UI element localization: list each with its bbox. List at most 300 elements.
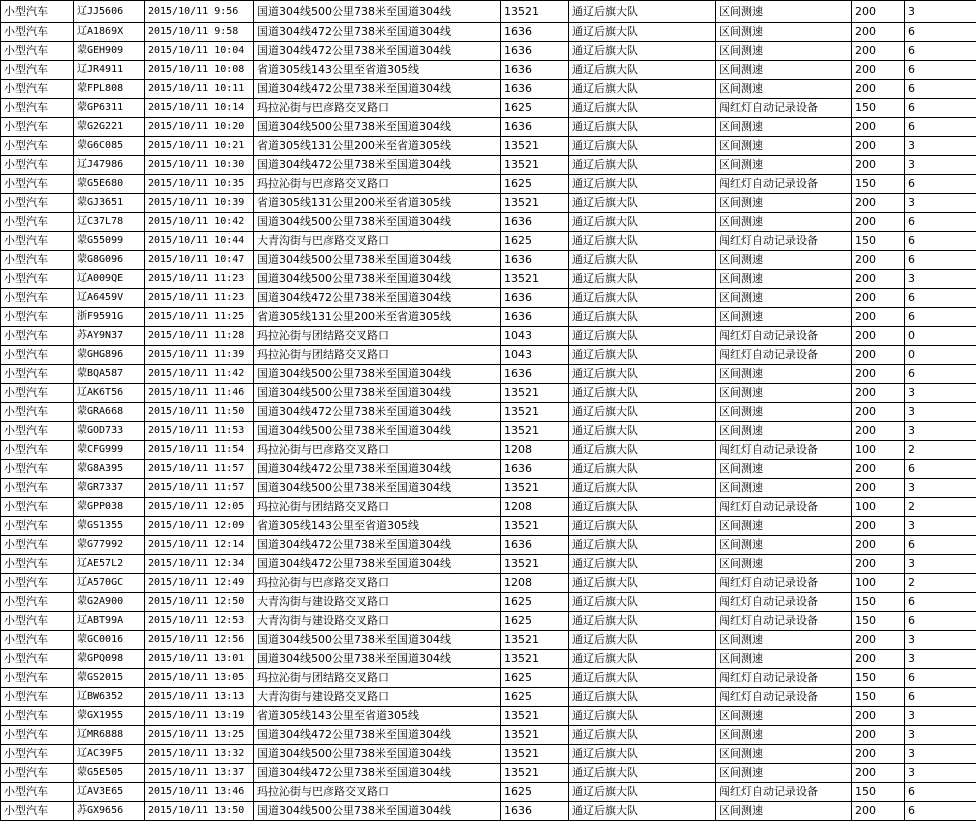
code-cell[interactable]: 1636	[501, 536, 569, 555]
datetime-cell[interactable]: 2015/10/11 11:42	[145, 365, 254, 384]
plate-number-cell[interactable]: 辽ABT99A	[74, 612, 145, 631]
vehicle-type-cell[interactable]: 小型汽车	[1, 460, 74, 479]
plate-number-cell[interactable]: 辽AC39F5	[74, 745, 145, 764]
plate-number-cell[interactable]: 蒙G8G096	[74, 251, 145, 270]
points-cell[interactable]: 6	[905, 232, 976, 251]
code-cell[interactable]: 13521	[501, 384, 569, 403]
unit-cell[interactable]: 通辽后旗大队	[569, 650, 716, 669]
plate-number-cell[interactable]: 辽J47986	[74, 156, 145, 175]
vehicle-type-cell[interactable]: 小型汽车	[1, 631, 74, 650]
datetime-cell[interactable]: 2015/10/11 11:23	[145, 289, 254, 308]
datetime-cell[interactable]: 2015/10/11 12:50	[145, 593, 254, 612]
unit-cell[interactable]: 通辽后旗大队	[569, 422, 716, 441]
datetime-cell[interactable]: 2015/10/11 11:25	[145, 308, 254, 327]
fine-cell[interactable]: 200	[852, 80, 905, 99]
plate-number-cell[interactable]: 浙F9591G	[74, 308, 145, 327]
code-cell[interactable]: 1625	[501, 669, 569, 688]
location-cell[interactable]: 国道304线500公里738米至国道304线	[254, 365, 501, 384]
vehicle-type-cell[interactable]: 小型汽车	[1, 175, 74, 194]
location-cell[interactable]: 国道304线500公里738米至国道304线	[254, 422, 501, 441]
vehicle-type-cell[interactable]: 小型汽车	[1, 118, 74, 137]
location-cell[interactable]: 国道304线472公里738米至国道304线	[254, 726, 501, 745]
datetime-cell[interactable]: 2015/10/11 13:32	[145, 745, 254, 764]
location-cell[interactable]: 国道304线500公里738米至国道304线	[254, 213, 501, 232]
vehicle-type-cell[interactable]: 小型汽车	[1, 441, 74, 460]
location-cell[interactable]: 国道304线472公里738米至国道304线	[254, 536, 501, 555]
datetime-cell[interactable]: 2015/10/11 11:39	[145, 346, 254, 365]
fine-cell[interactable]: 200	[852, 1, 905, 23]
vehicle-type-cell[interactable]: 小型汽车	[1, 783, 74, 802]
plate-number-cell[interactable]: 蒙GP6311	[74, 99, 145, 118]
unit-cell[interactable]: 通辽后旗大队	[569, 688, 716, 707]
code-cell[interactable]: 1625	[501, 99, 569, 118]
fine-cell[interactable]: 150	[852, 232, 905, 251]
location-cell[interactable]: 国道304线500公里738米至国道304线	[254, 118, 501, 137]
points-cell[interactable]: 6	[905, 42, 976, 61]
points-cell[interactable]: 6	[905, 251, 976, 270]
datetime-cell[interactable]: 2015/10/11 11:53	[145, 422, 254, 441]
points-cell[interactable]: 3	[905, 1, 976, 23]
points-cell[interactable]: 3	[905, 194, 976, 213]
points-cell[interactable]: 6	[905, 365, 976, 384]
device-type-cell[interactable]: 区间测速	[716, 61, 852, 80]
location-cell[interactable]: 国道304线472公里738米至国道304线	[254, 23, 501, 42]
points-cell[interactable]: 6	[905, 783, 976, 802]
location-cell[interactable]: 国道304线500公里738米至国道304线	[254, 251, 501, 270]
points-cell[interactable]: 6	[905, 61, 976, 80]
code-cell[interactable]: 13521	[501, 137, 569, 156]
plate-number-cell[interactable]: 辽A570GC	[74, 574, 145, 593]
device-type-cell[interactable]: 区间测速	[716, 422, 852, 441]
location-cell[interactable]: 国道304线472公里738米至国道304线	[254, 460, 501, 479]
location-cell[interactable]: 玛拉沁街与巴彦路交叉路口	[254, 574, 501, 593]
datetime-cell[interactable]: 2015/10/11 13:37	[145, 764, 254, 783]
device-type-cell[interactable]: 闯红灯自动记录设备	[716, 441, 852, 460]
unit-cell[interactable]: 通辽后旗大队	[569, 745, 716, 764]
plate-number-cell[interactable]: 辽A6459V	[74, 289, 145, 308]
fine-cell[interactable]: 200	[852, 726, 905, 745]
unit-cell[interactable]: 通辽后旗大队	[569, 574, 716, 593]
location-cell[interactable]: 国道304线500公里738米至国道304线	[254, 270, 501, 289]
vehicle-type-cell[interactable]: 小型汽车	[1, 327, 74, 346]
device-type-cell[interactable]: 闯红灯自动记录设备	[716, 99, 852, 118]
code-cell[interactable]: 13521	[501, 270, 569, 289]
code-cell[interactable]: 1625	[501, 175, 569, 194]
device-type-cell[interactable]: 区间测速	[716, 460, 852, 479]
datetime-cell[interactable]: 2015/10/11 13:13	[145, 688, 254, 707]
vehicle-type-cell[interactable]: 小型汽车	[1, 384, 74, 403]
plate-number-cell[interactable]: 蒙G8A395	[74, 460, 145, 479]
code-cell[interactable]: 1208	[501, 574, 569, 593]
unit-cell[interactable]: 通辽后旗大队	[569, 289, 716, 308]
vehicle-type-cell[interactable]: 小型汽车	[1, 232, 74, 251]
unit-cell[interactable]: 通辽后旗大队	[569, 346, 716, 365]
plate-number-cell[interactable]: 蒙GHG896	[74, 346, 145, 365]
fine-cell[interactable]: 100	[852, 574, 905, 593]
unit-cell[interactable]: 通辽后旗大队	[569, 99, 716, 118]
datetime-cell[interactable]: 2015/10/11 10:11	[145, 80, 254, 99]
code-cell[interactable]: 13521	[501, 726, 569, 745]
vehicle-type-cell[interactable]: 小型汽车	[1, 555, 74, 574]
fine-cell[interactable]: 200	[852, 631, 905, 650]
points-cell[interactable]: 2	[905, 498, 976, 517]
vehicle-type-cell[interactable]: 小型汽车	[1, 574, 74, 593]
fine-cell[interactable]: 200	[852, 403, 905, 422]
location-cell[interactable]: 国道304线472公里738米至国道304线	[254, 764, 501, 783]
points-cell[interactable]: 6	[905, 308, 976, 327]
fine-cell[interactable]: 200	[852, 346, 905, 365]
code-cell[interactable]: 1636	[501, 61, 569, 80]
unit-cell[interactable]: 通辽后旗大队	[569, 118, 716, 137]
device-type-cell[interactable]: 闯红灯自动记录设备	[716, 669, 852, 688]
unit-cell[interactable]: 通辽后旗大队	[569, 42, 716, 61]
device-type-cell[interactable]: 区间测速	[716, 308, 852, 327]
datetime-cell[interactable]: 2015/10/11 10:47	[145, 251, 254, 270]
device-type-cell[interactable]: 闯红灯自动记录设备	[716, 574, 852, 593]
location-cell[interactable]: 国道304线500公里738米至国道304线	[254, 384, 501, 403]
points-cell[interactable]: 2	[905, 574, 976, 593]
points-cell[interactable]: 3	[905, 422, 976, 441]
unit-cell[interactable]: 通辽后旗大队	[569, 61, 716, 80]
code-cell[interactable]: 13521	[501, 745, 569, 764]
code-cell[interactable]: 1625	[501, 612, 569, 631]
fine-cell[interactable]: 200	[852, 270, 905, 289]
device-type-cell[interactable]: 区间测速	[716, 251, 852, 270]
location-cell[interactable]: 玛拉沁街与巴彦路交叉路口	[254, 175, 501, 194]
vehicle-type-cell[interactable]: 小型汽车	[1, 536, 74, 555]
datetime-cell[interactable]: 2015/10/11 11:54	[145, 441, 254, 460]
unit-cell[interactable]: 通辽后旗大队	[569, 498, 716, 517]
code-cell[interactable]: 13521	[501, 555, 569, 574]
device-type-cell[interactable]: 闯红灯自动记录设备	[716, 498, 852, 517]
device-type-cell[interactable]: 区间测速	[716, 23, 852, 42]
plate-number-cell[interactable]: 辽A1869X	[74, 23, 145, 42]
plate-number-cell[interactable]: 辽AV3E65	[74, 783, 145, 802]
code-cell[interactable]: 1043	[501, 327, 569, 346]
plate-number-cell[interactable]: 蒙G5E505	[74, 764, 145, 783]
vehicle-type-cell[interactable]: 小型汽车	[1, 251, 74, 270]
unit-cell[interactable]: 通辽后旗大队	[569, 251, 716, 270]
points-cell[interactable]: 6	[905, 175, 976, 194]
location-cell[interactable]: 玛拉沁街与团结路交叉路口	[254, 669, 501, 688]
device-type-cell[interactable]: 区间测速	[716, 764, 852, 783]
location-cell[interactable]: 国道304线500公里738米至国道304线	[254, 745, 501, 764]
vehicle-type-cell[interactable]: 小型汽车	[1, 365, 74, 384]
vehicle-type-cell[interactable]: 小型汽车	[1, 707, 74, 726]
unit-cell[interactable]: 通辽后旗大队	[569, 631, 716, 650]
location-cell[interactable]: 玛拉沁街与巴彦路交叉路口	[254, 99, 501, 118]
datetime-cell[interactable]: 2015/10/11 11:28	[145, 327, 254, 346]
unit-cell[interactable]: 通辽后旗大队	[569, 384, 716, 403]
datetime-cell[interactable]: 2015/10/11 12:49	[145, 574, 254, 593]
location-cell[interactable]: 国道304线472公里738米至国道304线	[254, 403, 501, 422]
location-cell[interactable]: 国道304线500公里738米至国道304线	[254, 802, 501, 821]
fine-cell[interactable]: 200	[852, 460, 905, 479]
points-cell[interactable]: 3	[905, 156, 976, 175]
plate-number-cell[interactable]: 蒙G5E680	[74, 175, 145, 194]
vehicle-type-cell[interactable]: 小型汽车	[1, 669, 74, 688]
location-cell[interactable]: 玛拉沁街与巴彦路交叉路口	[254, 441, 501, 460]
device-type-cell[interactable]: 区间测速	[716, 802, 852, 821]
plate-number-cell[interactable]: 蒙G2G221	[74, 118, 145, 137]
code-cell[interactable]: 1636	[501, 213, 569, 232]
location-cell[interactable]: 大青沟街与建设路交叉路口	[254, 593, 501, 612]
unit-cell[interactable]: 通辽后旗大队	[569, 137, 716, 156]
location-cell[interactable]: 国道304线500公里738米至国道304线	[254, 631, 501, 650]
unit-cell[interactable]: 通辽后旗大队	[569, 802, 716, 821]
points-cell[interactable]: 6	[905, 802, 976, 821]
plate-number-cell[interactable]: 蒙GX1955	[74, 707, 145, 726]
location-cell[interactable]: 国道304线472公里738米至国道304线	[254, 289, 501, 308]
points-cell[interactable]: 3	[905, 631, 976, 650]
unit-cell[interactable]: 通辽后旗大队	[569, 1, 716, 23]
device-type-cell[interactable]: 区间测速	[716, 384, 852, 403]
plate-number-cell[interactable]: 蒙GS2015	[74, 669, 145, 688]
fine-cell[interactable]: 200	[852, 61, 905, 80]
unit-cell[interactable]: 通辽后旗大队	[569, 517, 716, 536]
unit-cell[interactable]: 通辽后旗大队	[569, 726, 716, 745]
code-cell[interactable]: 13521	[501, 764, 569, 783]
points-cell[interactable]: 6	[905, 612, 976, 631]
points-cell[interactable]: 2	[905, 441, 976, 460]
datetime-cell[interactable]: 2015/10/11 10:39	[145, 194, 254, 213]
code-cell[interactable]: 1625	[501, 232, 569, 251]
location-cell[interactable]: 国道304线472公里738米至国道304线	[254, 80, 501, 99]
points-cell[interactable]: 3	[905, 707, 976, 726]
code-cell[interactable]: 13521	[501, 194, 569, 213]
unit-cell[interactable]: 通辽后旗大队	[569, 460, 716, 479]
device-type-cell[interactable]: 区间测速	[716, 80, 852, 99]
vehicle-type-cell[interactable]: 小型汽车	[1, 726, 74, 745]
device-type-cell[interactable]: 闯红灯自动记录设备	[716, 327, 852, 346]
fine-cell[interactable]: 150	[852, 593, 905, 612]
code-cell[interactable]: 13521	[501, 403, 569, 422]
device-type-cell[interactable]: 区间测速	[716, 118, 852, 137]
device-type-cell[interactable]: 区间测速	[716, 517, 852, 536]
plate-number-cell[interactable]: 蒙GR7337	[74, 479, 145, 498]
code-cell[interactable]: 13521	[501, 650, 569, 669]
unit-cell[interactable]: 通辽后旗大队	[569, 479, 716, 498]
points-cell[interactable]: 3	[905, 479, 976, 498]
datetime-cell[interactable]: 2015/10/11 12:14	[145, 536, 254, 555]
device-type-cell[interactable]: 闯红灯自动记录设备	[716, 593, 852, 612]
plate-number-cell[interactable]: 蒙CFG999	[74, 441, 145, 460]
datetime-cell[interactable]: 2015/10/11 11:57	[145, 479, 254, 498]
plate-number-cell[interactable]: 辽C37L78	[74, 213, 145, 232]
datetime-cell[interactable]: 2015/10/11 11:57	[145, 460, 254, 479]
plate-number-cell[interactable]: 蒙GRA668	[74, 403, 145, 422]
fine-cell[interactable]: 200	[852, 194, 905, 213]
vehicle-type-cell[interactable]: 小型汽车	[1, 498, 74, 517]
vehicle-type-cell[interactable]: 小型汽车	[1, 346, 74, 365]
fine-cell[interactable]: 200	[852, 555, 905, 574]
plate-number-cell[interactable]: 蒙GOD733	[74, 422, 145, 441]
location-cell[interactable]: 省道305线131公里200米至省道305线	[254, 137, 501, 156]
plate-number-cell[interactable]: 蒙GPP038	[74, 498, 145, 517]
unit-cell[interactable]: 通辽后旗大队	[569, 612, 716, 631]
points-cell[interactable]: 6	[905, 213, 976, 232]
code-cell[interactable]: 1636	[501, 289, 569, 308]
points-cell[interactable]: 6	[905, 669, 976, 688]
plate-number-cell[interactable]: 苏GX9656	[74, 802, 145, 821]
vehicle-type-cell[interactable]: 小型汽车	[1, 61, 74, 80]
code-cell[interactable]: 13521	[501, 422, 569, 441]
code-cell[interactable]: 13521	[501, 517, 569, 536]
points-cell[interactable]: 3	[905, 650, 976, 669]
code-cell[interactable]: 1625	[501, 688, 569, 707]
code-cell[interactable]: 1043	[501, 346, 569, 365]
datetime-cell[interactable]: 2015/10/11 10:04	[145, 42, 254, 61]
device-type-cell[interactable]: 区间测速	[716, 194, 852, 213]
fine-cell[interactable]: 150	[852, 688, 905, 707]
code-cell[interactable]: 1636	[501, 802, 569, 821]
datetime-cell[interactable]: 2015/10/11 13:05	[145, 669, 254, 688]
unit-cell[interactable]: 通辽后旗大队	[569, 213, 716, 232]
datetime-cell[interactable]: 2015/10/11 12:56	[145, 631, 254, 650]
device-type-cell[interactable]: 区间测速	[716, 650, 852, 669]
datetime-cell[interactable]: 2015/10/11 10:14	[145, 99, 254, 118]
code-cell[interactable]: 1636	[501, 23, 569, 42]
fine-cell[interactable]: 150	[852, 783, 905, 802]
location-cell[interactable]: 国道304线472公里738米至国道304线	[254, 555, 501, 574]
points-cell[interactable]: 6	[905, 536, 976, 555]
vehicle-type-cell[interactable]: 小型汽车	[1, 1, 74, 23]
code-cell[interactable]: 1208	[501, 441, 569, 460]
code-cell[interactable]: 13521	[501, 156, 569, 175]
vehicle-type-cell[interactable]: 小型汽车	[1, 745, 74, 764]
code-cell[interactable]: 1636	[501, 460, 569, 479]
device-type-cell[interactable]: 区间测速	[716, 403, 852, 422]
unit-cell[interactable]: 通辽后旗大队	[569, 593, 716, 612]
location-cell[interactable]: 国道304线500公里738米至国道304线	[254, 650, 501, 669]
location-cell[interactable]: 国道304线472公里738米至国道304线	[254, 156, 501, 175]
vehicle-type-cell[interactable]: 小型汽车	[1, 289, 74, 308]
plate-number-cell[interactable]: 蒙G6C085	[74, 137, 145, 156]
fine-cell[interactable]: 200	[852, 156, 905, 175]
device-type-cell[interactable]: 区间测速	[716, 479, 852, 498]
fine-cell[interactable]: 150	[852, 99, 905, 118]
points-cell[interactable]: 6	[905, 460, 976, 479]
unit-cell[interactable]: 通辽后旗大队	[569, 555, 716, 574]
device-type-cell[interactable]: 区间测速	[716, 213, 852, 232]
fine-cell[interactable]: 200	[852, 384, 905, 403]
device-type-cell[interactable]: 区间测速	[716, 270, 852, 289]
datetime-cell[interactable]: 2015/10/11 9:58	[145, 23, 254, 42]
points-cell[interactable]: 3	[905, 384, 976, 403]
location-cell[interactable]: 玛拉沁街与团结路交叉路口	[254, 327, 501, 346]
fine-cell[interactable]: 200	[852, 707, 905, 726]
fine-cell[interactable]: 200	[852, 251, 905, 270]
datetime-cell[interactable]: 2015/10/11 12:05	[145, 498, 254, 517]
device-type-cell[interactable]: 闯红灯自动记录设备	[716, 612, 852, 631]
points-cell[interactable]: 6	[905, 99, 976, 118]
device-type-cell[interactable]: 区间测速	[716, 156, 852, 175]
points-cell[interactable]: 3	[905, 137, 976, 156]
vehicle-type-cell[interactable]: 小型汽车	[1, 593, 74, 612]
device-type-cell[interactable]: 闯红灯自动记录设备	[716, 175, 852, 194]
fine-cell[interactable]: 200	[852, 308, 905, 327]
plate-number-cell[interactable]: 蒙GJ3651	[74, 194, 145, 213]
datetime-cell[interactable]: 2015/10/11 10:44	[145, 232, 254, 251]
fine-cell[interactable]: 100	[852, 441, 905, 460]
code-cell[interactable]: 1636	[501, 80, 569, 99]
device-type-cell[interactable]: 闯红灯自动记录设备	[716, 688, 852, 707]
vehicle-type-cell[interactable]: 小型汽车	[1, 688, 74, 707]
plate-number-cell[interactable]: 辽JJ5606	[74, 1, 145, 23]
fine-cell[interactable]: 200	[852, 137, 905, 156]
datetime-cell[interactable]: 2015/10/11 11:23	[145, 270, 254, 289]
fine-cell[interactable]: 200	[852, 213, 905, 232]
fine-cell[interactable]: 150	[852, 669, 905, 688]
fine-cell[interactable]: 200	[852, 479, 905, 498]
unit-cell[interactable]: 通辽后旗大队	[569, 764, 716, 783]
fine-cell[interactable]: 200	[852, 745, 905, 764]
fine-cell[interactable]: 200	[852, 764, 905, 783]
unit-cell[interactable]: 通辽后旗大队	[569, 232, 716, 251]
vehicle-type-cell[interactable]: 小型汽车	[1, 650, 74, 669]
plate-number-cell[interactable]: 蒙GPQ098	[74, 650, 145, 669]
plate-number-cell[interactable]: 蒙BQA587	[74, 365, 145, 384]
datetime-cell[interactable]: 2015/10/11 9:56	[145, 1, 254, 23]
unit-cell[interactable]: 通辽后旗大队	[569, 327, 716, 346]
fine-cell[interactable]: 200	[852, 23, 905, 42]
unit-cell[interactable]: 通辽后旗大队	[569, 156, 716, 175]
datetime-cell[interactable]: 2015/10/11 13:25	[145, 726, 254, 745]
location-cell[interactable]: 省道305线131公里200米至省道305线	[254, 194, 501, 213]
unit-cell[interactable]: 通辽后旗大队	[569, 80, 716, 99]
code-cell[interactable]: 1625	[501, 783, 569, 802]
vehicle-type-cell[interactable]: 小型汽车	[1, 802, 74, 821]
plate-number-cell[interactable]: 辽A009QE	[74, 270, 145, 289]
plate-number-cell[interactable]: 苏AY9N37	[74, 327, 145, 346]
device-type-cell[interactable]: 区间测速	[716, 365, 852, 384]
points-cell[interactable]: 6	[905, 118, 976, 137]
plate-number-cell[interactable]: 蒙GEH909	[74, 42, 145, 61]
vehicle-type-cell[interactable]: 小型汽车	[1, 422, 74, 441]
vehicle-type-cell[interactable]: 小型汽车	[1, 213, 74, 232]
datetime-cell[interactable]: 2015/10/11 10:08	[145, 61, 254, 80]
location-cell[interactable]: 玛拉沁街与巴彦路交叉路口	[254, 783, 501, 802]
code-cell[interactable]: 13521	[501, 707, 569, 726]
points-cell[interactable]: 3	[905, 270, 976, 289]
points-cell[interactable]: 3	[905, 764, 976, 783]
plate-number-cell[interactable]: 辽JR4911	[74, 61, 145, 80]
plate-number-cell[interactable]: 辽BW6352	[74, 688, 145, 707]
vehicle-type-cell[interactable]: 小型汽车	[1, 137, 74, 156]
datetime-cell[interactable]: 2015/10/11 12:53	[145, 612, 254, 631]
unit-cell[interactable]: 通辽后旗大队	[569, 536, 716, 555]
vehicle-type-cell[interactable]: 小型汽车	[1, 194, 74, 213]
datetime-cell[interactable]: 2015/10/11 13:01	[145, 650, 254, 669]
code-cell[interactable]: 1208	[501, 498, 569, 517]
vehicle-type-cell[interactable]: 小型汽车	[1, 23, 74, 42]
location-cell[interactable]: 省道305线143公里至省道305线	[254, 61, 501, 80]
device-type-cell[interactable]: 区间测速	[716, 1, 852, 23]
datetime-cell[interactable]: 2015/10/11 11:50	[145, 403, 254, 422]
datetime-cell[interactable]: 2015/10/11 10:35	[145, 175, 254, 194]
location-cell[interactable]: 大青沟街与巴彦路交叉路口	[254, 232, 501, 251]
device-type-cell[interactable]: 区间测速	[716, 631, 852, 650]
location-cell[interactable]: 国道304线472公里738米至国道304线	[254, 42, 501, 61]
vehicle-type-cell[interactable]: 小型汽车	[1, 42, 74, 61]
plate-number-cell[interactable]: 蒙GS1355	[74, 517, 145, 536]
device-type-cell[interactable]: 闯红灯自动记录设备	[716, 232, 852, 251]
device-type-cell[interactable]: 区间测速	[716, 289, 852, 308]
unit-cell[interactable]: 通辽后旗大队	[569, 707, 716, 726]
fine-cell[interactable]: 100	[852, 498, 905, 517]
location-cell[interactable]: 大青沟街与建设路交叉路口	[254, 688, 501, 707]
vehicle-type-cell[interactable]: 小型汽车	[1, 156, 74, 175]
